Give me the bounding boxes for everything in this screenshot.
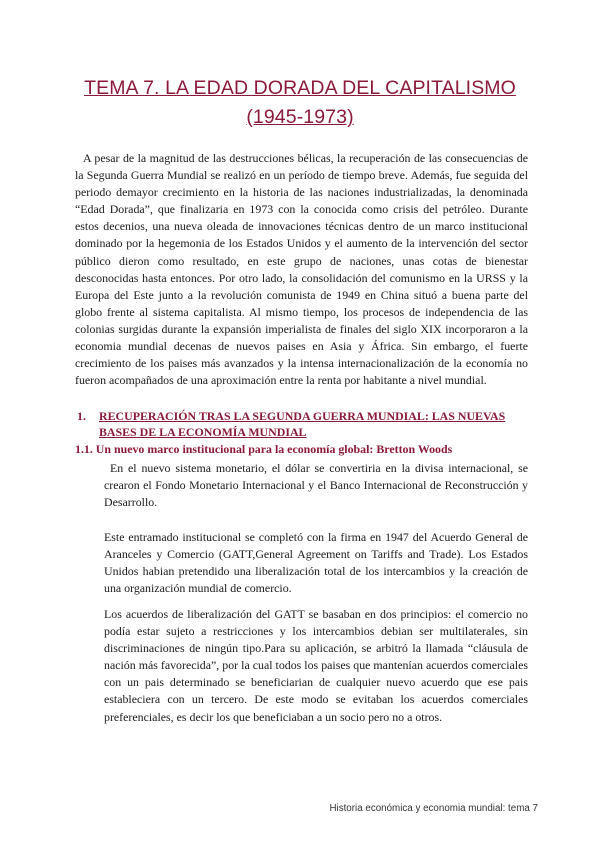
page-title: TEMA 7. LA EDAD DORADA DEL CAPITALISMO — [84, 77, 516, 99]
subsection-heading: 1.1. Un nuevo marco institucional para la economía global: Bretton Woods — [75, 442, 453, 456]
section-heading — [77, 409, 529, 440]
intro-paragraph: A pesar de la magnitud de las destrucciones bélicas, la recuperación de las consecuencias de la Segunda Guerra Mundial se realizó en un período de tiempo breve. Además, fue seguida del periodo demayor crecimiento en la historia de las naciones industrializadas, la denominada “Edad Dorada”, que finalizaria en 1973 con la conocida como crisis del petróleo. Durante estos decenios, una nueva oleada de innovaciones técnicas dentro de un marco institucional dominado por la hegemonia de los Estados Unidos y el aumento de la intervención del sector público dieron como resultado, en este grupo de naciones, unas cotas de bienestar desconocidas hasta entonces. Por otro lado, la consolidación del comunismo en la URSS y la Europa del Este junto a la revolución comunista de 1949 en China situó a buena parte del globo frente al sistema capitalista. Al mismo tiempo, los procesos de independencia de las colonias surgidas durante la expansión imperialista de finales del siglo XIX incorporaron a la economia mundial decenas de nuevos paises en Asia y África. Sin embargo, el fuerte crecimiento de los paises más avanzados y la intensa internacionalización de la economía no fueron acompañados de una aproximación entre la renta por habitante a nivel mundial. — [75, 151, 528, 388]
body-paragraph: Este entramado institucional se completó con la firma en 1947 del Acuerdo General de Aranceles y Comercio (GATT,General Agreement on Tariffs and Trade). Los Estados Unidos habian pretendido una liberalización total de los intercambios y la creación de una organización mundial de comercio. — [104, 530, 528, 596]
section-title: RECUPERACIÓN TRAS LA SEGUNDA GUERRA MUNDIAL: LAS NUEVAS BASES DE LA ECONOMÍA MUNDIAL — [99, 409, 506, 439]
section-number: 1. — [77, 409, 86, 423]
body-paragraph: Los acuerdos de liberalización del GATT se basaban en dos principios: el comercio no podía estar sujeto a restricciones y los intercambios debian ser multilaterales, sin discriminaciones de ningún tipo.Para su aplicación, se arbitró la llamada “cláusula de nación más favorecida”, por la cual todos los paises que mantenían acuerdos comerciales con un pais determinado se beneficiarian de cualquier nuevo acuerdo que ese pais estableciera con un tercero. De este modo se evitaban los acuerdos comerciales preferenciales, es decir los que beneficiaban a un socio pero no a otros. — [104, 607, 528, 724]
body-paragraph: En el nuevo sistema monetario, el dólar se convertiria en la divisa internacional, se crearon el Fondo Monetario Internacional y el Banco Internacional de Reconstrucción y Desarrollo. — [104, 461, 528, 510]
page-footer: Historia económica y economia mundial: tema 7 — [329, 803, 538, 814]
page-title-years: (1945-1973) — [246, 106, 354, 128]
